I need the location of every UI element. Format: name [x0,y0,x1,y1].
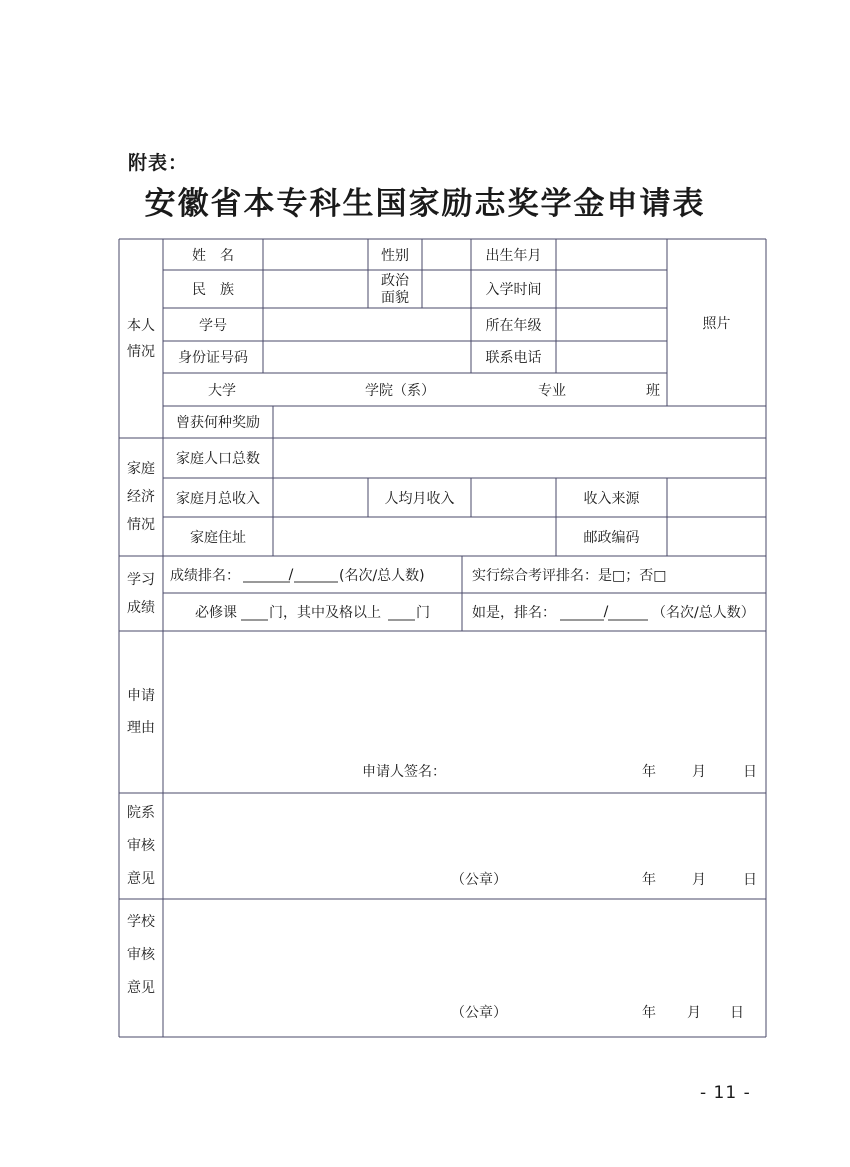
label-political [368,270,422,308]
dept-review-area[interactable] [163,793,766,863]
enroll-time-input[interactable] [556,270,667,308]
id-no-input[interactable] [263,341,471,373]
section-dept-review [119,793,163,899]
section-personal-line2: 情况 [127,343,155,360]
label-grade: 所在年级 [485,317,542,334]
label-awards: 曾获何种奖励 [176,415,260,431]
school-year: 年 [642,1005,656,1021]
section-family-line2: 经济 [127,489,155,505]
label-political-line1: 政治 [381,272,409,289]
label-political-line2: 面貌 [381,289,409,306]
section-study-line1: 学习 [127,571,155,588]
section-study [119,556,163,631]
label-per-capita: 人均月收入 [384,490,455,507]
income-source-input[interactable] [667,478,766,517]
dept-day: 日 [743,872,757,888]
section-school-review [119,899,163,1037]
dept-seal: （公章） [451,872,507,888]
school-month: 月 [687,1005,701,1021]
label-population: 家庭人口总数 [176,451,260,467]
label-required-c: 门 [416,605,430,621]
section-dept-line2: 审核 [127,838,155,854]
section-reason [119,631,163,793]
section-personal [119,239,163,438]
page-number: - 11 - [700,1083,751,1103]
section-personal-line1: 本人 [127,317,155,334]
label-postcode: 邮政编码 [583,529,640,546]
name-input[interactable] [263,239,368,270]
per-capita-input[interactable] [471,478,556,517]
section-reason-line2: 理由 [127,720,155,736]
section-family-line3: 情况 [127,517,155,533]
student-no-input[interactable] [263,308,471,341]
section-family-line1: 家庭 [127,461,155,477]
label-address: 家庭住址 [190,529,246,546]
reason-year: 年 [642,764,656,780]
reason-text-area[interactable] [163,631,766,756]
label-if-yes: 如是，排名： [472,605,556,621]
label-phone: 联系电话 [485,350,542,366]
grade-input[interactable] [556,308,667,341]
section-dept-line3: 意见 [127,871,155,887]
label-rank: 成绩排名： [170,567,240,584]
rank-separator: / [288,566,294,583]
photo-box: 照片 [702,315,731,332]
dept-year: 年 [642,872,656,888]
section-school-line2: 审核 [127,947,155,963]
population-input[interactable] [273,438,766,478]
annex-label: 附表： [128,152,189,174]
section-family [119,438,163,556]
section-study-line2: 成绩 [127,599,155,616]
section-school-line3: 意见 [127,980,155,996]
label-ethnicity: 民 族 [192,282,234,298]
school-day: 日 [730,1005,744,1021]
label-required-b: 门，其中及格以上 [269,605,381,621]
label-college: 学院（系） [365,382,435,399]
if-yes-note: （名次/总人数） [652,605,755,621]
signature-label: 申请人签名： [362,764,446,780]
label-university: 大学 [208,382,236,399]
monthly-income-input[interactable] [273,478,368,517]
label-id-no: 身份证号码 [178,350,248,366]
label-major: 专业 [538,382,566,399]
label-monthly-income: 家庭月总收入 [176,490,260,507]
section-school-line1: 学校 [127,914,155,930]
label-enroll-time: 入学时间 [485,282,542,298]
label-gender: 性别 [381,247,409,264]
reason-day: 日 [743,764,757,780]
label-name: 姓 名 [192,247,234,264]
label-student-no: 学号 [199,317,227,334]
gender-input[interactable] [422,239,471,270]
form-title: 安徽省本专科生国家励志奖学金申请表 [144,186,706,222]
label-class: 班 [646,382,660,399]
postcode-input[interactable] [667,517,766,556]
rank-note: (名次/总人数) [339,567,425,584]
awards-input[interactable] [273,406,766,438]
label-comprehensive[interactable]: 实行综合考评排名：是□；否□ [472,567,667,584]
reason-month: 月 [692,764,706,780]
birth-input[interactable] [556,239,667,270]
school-seal: （公章） [451,1005,507,1021]
phone-input[interactable] [556,341,667,373]
political-input[interactable] [422,270,471,308]
label-income-source: 收入来源 [583,490,640,507]
address-input[interactable] [273,517,556,556]
if-yes-separator: / [603,604,609,620]
label-birth: 出生年月 [485,247,542,264]
section-dept-line1: 院系 [127,805,155,821]
dept-month: 月 [692,872,706,888]
ethnicity-input[interactable] [263,270,368,308]
label-required-a: 必修课 [195,605,237,621]
school-review-area[interactable] [163,899,766,995]
section-reason-line1: 申请 [127,688,155,704]
